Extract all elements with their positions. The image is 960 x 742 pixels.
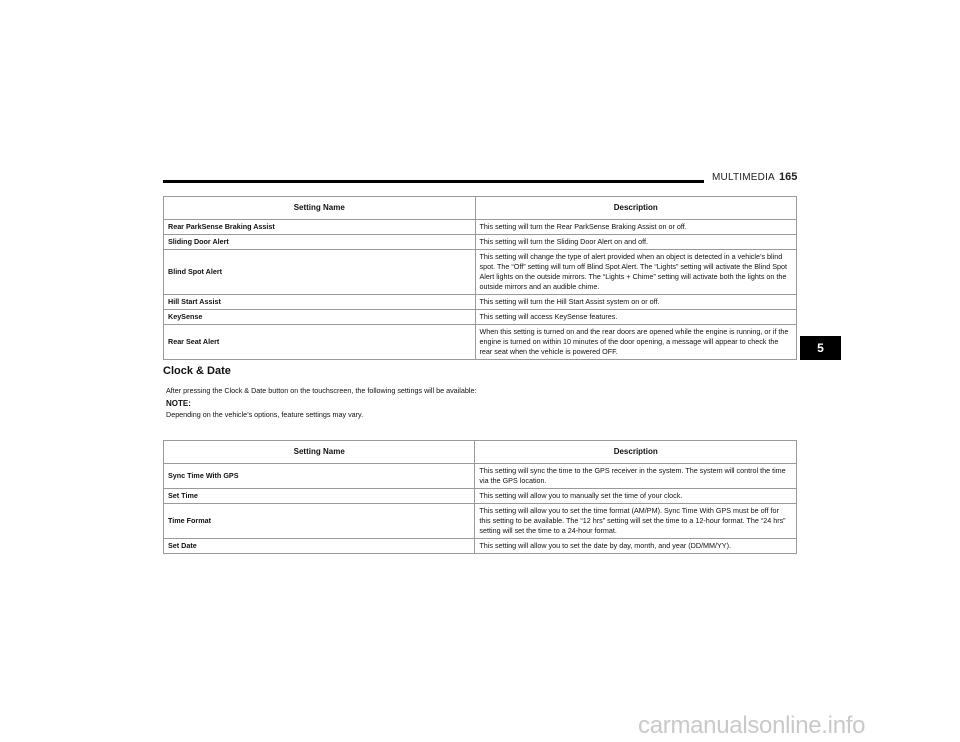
table-row [164,325,797,360]
setting-name: Set Date [164,539,475,554]
section-label: MULTIMEDIA [712,172,775,183]
column-header-description: Description [475,441,797,464]
setting-name: Time Format [164,504,475,539]
column-header-setting-name: Setting Name [164,441,475,464]
table-row [164,220,797,235]
table-row [164,295,797,310]
setting-name: Blind Spot Alert [164,250,476,295]
chapter-tab: 5 [800,336,841,360]
setting-description: This setting will sync the time to the GPS receiver in the system. The system will control the time via the GPS location. [475,464,797,489]
setting-description: This setting will turn the Hill Start Assist system on or off. [475,295,796,310]
setting-name: Sliding Door Alert [164,235,476,250]
table-row [164,464,797,489]
setting-name: Set Time [164,489,475,504]
setting-description: This setting will change the type of alert provided when an object is detected in a vehicle’s blind spot. The “Off” setting will turn off Blind Spot Alert. The “Lights” setting will activate the Blind Spot Alert lights on the outside mirrors. The “Lights + Chime” setting will activate both the lights on the outside mirrors and an audible chime. [475,250,796,295]
settings-table-features [163,196,797,360]
watermark: carmanualsonline.info [638,712,866,739]
table-header-row [164,197,797,220]
setting-name: Hill Start Assist [164,295,476,310]
table-row [164,310,797,325]
table-row [164,235,797,250]
setting-name: Sync Time With GPS [164,464,475,489]
note-label: NOTE: [166,399,191,408]
section-intro: After pressing the Clock & Date button on the touchscreen, the following settings will be available: [166,386,477,395]
table-row [164,539,797,554]
settings-table-clock [163,440,797,554]
column-header-setting-name: Setting Name [164,197,476,220]
note-text: Depending on the vehicle’s options, feature settings may vary. [166,410,364,419]
table-row [164,504,797,539]
column-header-description: Description [475,197,796,220]
page-number: 165 [779,171,798,183]
setting-description: This setting will turn the Rear ParkSense Braking Assist on or off. [475,220,796,235]
setting-description: When this setting is turned on and the rear doors are opened while the engine is running, or if the engine is turned on within 10 minutes of the door opening, a message will appear to check the rear seat when the vehicle is powered OFF. [475,325,796,360]
setting-description: This setting will allow you to set the date by day, month, and year (DD/MM/YY). [475,539,797,554]
setting-description: This setting will access KeySense features. [475,310,796,325]
setting-description: This setting will turn the Sliding Door Alert on and off. [475,235,796,250]
setting-description: This setting will allow you to manually set the time of your clock. [475,489,797,504]
setting-description: This setting will allow you to set the time format (AM/PM). Sync Time With GPS must be off for this setting to be available. The “12 hrs” setting will set the time to a 12-hour format. The “24 hrs” setting will set the time to a 24-hour format. [475,504,797,539]
setting-name: Rear ParkSense Braking Assist [164,220,476,235]
setting-name: Rear Seat Alert [164,325,476,360]
table-row [164,250,797,295]
section-heading: Clock & Date [163,365,231,377]
table-row [164,489,797,504]
setting-name: KeySense [164,310,476,325]
table-header-row [164,441,797,464]
header-rule [163,180,704,183]
